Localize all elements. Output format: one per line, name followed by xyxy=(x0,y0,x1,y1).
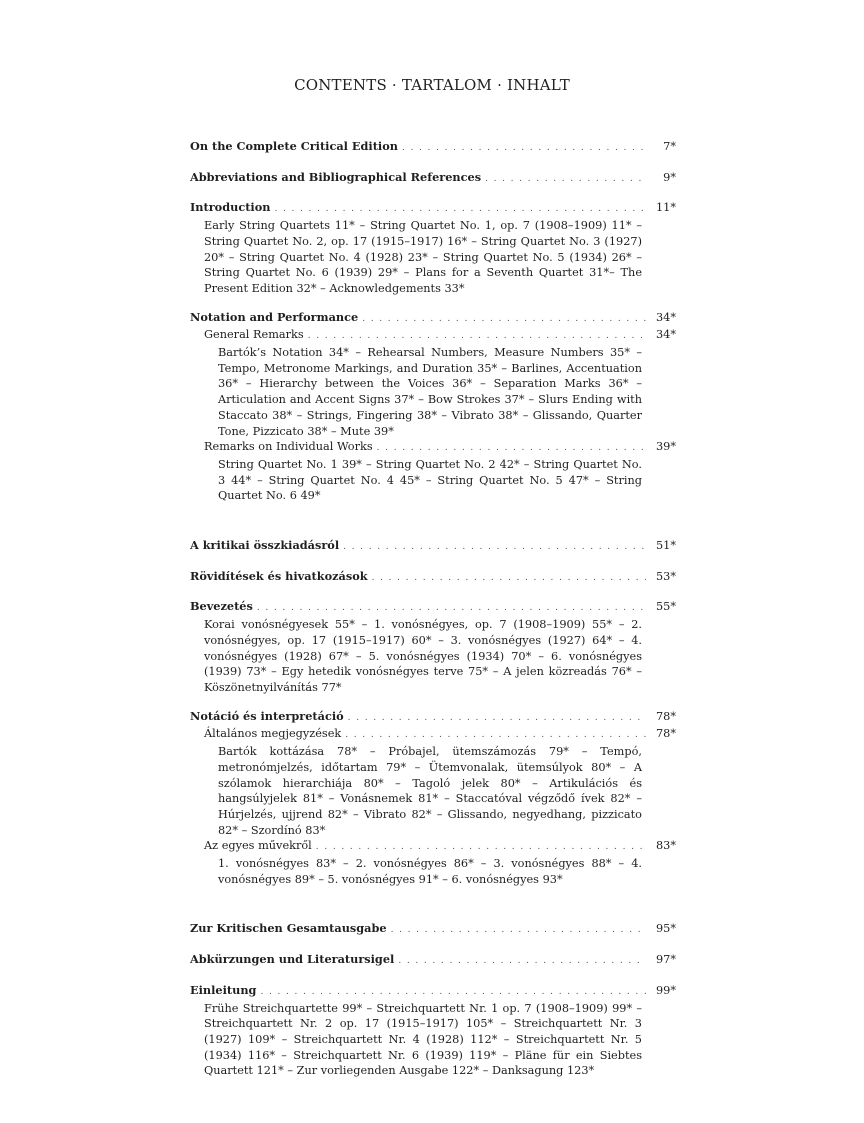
dot-leader xyxy=(485,172,646,188)
page-number: 99* xyxy=(655,983,676,997)
entry-subtopics: Early String Quartets 11* – String Quartet No. 1, op. 7 (1908–1909) 11* – String Quartet No. 2, op. 17 (1915–1917) 16* – String Quartet No. 3 (1927) 20* – String Quartet No. 4 (1928) 23* – String Quartet No. 5 (1934) 26* – String Quartet No. 6 (1939) 29* – Plans for a Seventh Quartet 31*– The Present Edition 32* – Acknowledgements 33* xyxy=(204,219,642,295)
dot-leader xyxy=(308,329,646,345)
dot-leader xyxy=(372,571,646,587)
entry-label: Remarks on Individual Works xyxy=(204,440,373,454)
toc-row[interactable] xyxy=(190,200,676,218)
page-number: 78* xyxy=(655,727,676,741)
entry-label: Általános megjegyzések xyxy=(204,727,342,741)
page-number: 34* xyxy=(655,310,676,324)
toc-subrow[interactable] xyxy=(190,439,676,457)
page-number: 53* xyxy=(655,569,676,583)
toc-entry-notation-en xyxy=(190,310,676,504)
page-number: 55* xyxy=(655,600,676,614)
toc-row[interactable] xyxy=(190,310,676,328)
entry-subtopics: 1. vonósnégyes 83* – 2. vonósnégyes 86* – 3. vonósnégyes 88* – 4. vonósnégyes 89* – 5. vonósnégyes 91* – 6. vonósnégyes 93* xyxy=(218,857,642,886)
toc-subrow[interactable] xyxy=(190,327,676,345)
dot-leader xyxy=(345,728,646,744)
page-number: 7* xyxy=(663,140,676,153)
dot-leader xyxy=(362,312,646,328)
toc-entry-introduction-de xyxy=(190,983,676,1079)
page-title: CONTENTS · TARTALOM · INHALT xyxy=(294,76,570,94)
dot-leader xyxy=(348,711,646,727)
entry-subtopics: Bartók kottázása 78* – Próbajel, ütemszámozás 79* – Tempó, metronómjelzés, időtartam 79* – Ütemvonalak, ütemsúlyok 80* – A szólamok hierarchiája 80* – Tagoló jelek 80* – Artikulációs és hangsúlyjelek 81* – Vonásnemek 81* – Staccatóval végződő ívek 82* – Húrjelzés, ujjrend 82* – Vibrato 82* – Glissando, negyedhang, pizzicato 82* – Szordínó 83* xyxy=(218,745,642,837)
table-of-contents xyxy=(190,139,676,1092)
dot-leader xyxy=(260,985,646,1001)
toc-row[interactable] xyxy=(190,538,676,556)
toc-entry-complete-edition-en xyxy=(190,139,676,157)
entry-label: Abbreviations and Bibliographical References xyxy=(190,169,482,184)
page-number: 78* xyxy=(655,709,676,723)
toc-entry-abbreviations-de xyxy=(190,952,676,970)
page-number: 95* xyxy=(655,922,676,936)
toc-row[interactable] xyxy=(190,569,676,587)
toc-row[interactable] xyxy=(190,983,676,1001)
toc-entry-abbreviations-hu xyxy=(190,569,676,587)
page-number: 97* xyxy=(655,953,676,967)
entry-subtopics: Bartók’s Notation 34* – Rehearsal Numbers, Measure Numbers 35* – Tempo, Metronome Markings, and Duration 35* – Barlines, Accentuation 36* – Hierarchy between the Voices 36* – Separation Marks 36* – Articulation and Accent Signs 37* – Bow Strokes 37* – Slurs Ending with Staccato 38* – Strings, Fingering 38* – Vibrato 38* – Glissando, Quarter Tone, Pizzicato 38* – Mute 39* xyxy=(218,346,642,438)
toc-row[interactable] xyxy=(190,709,676,727)
page-number: 9* xyxy=(663,170,676,184)
entry-subtopics: String Quartet No. 1 39* – String Quartet No. 2 42* – String Quartet No. 3 44* – String Quartet No. 4 45* – String Quartet No. 5 47* – String Quartet No. 6 49* xyxy=(218,457,642,503)
page-number: 51* xyxy=(655,539,676,553)
toc-subrow[interactable] xyxy=(190,726,676,744)
entry-label: Notation and Performance xyxy=(190,309,359,324)
toc-subrow[interactable] xyxy=(190,838,676,856)
dot-leader xyxy=(377,441,646,457)
dot-leader xyxy=(343,540,646,556)
entry-subtopics: Korai vonósnégyesek 55* – 1. vonósnégyes, op. 7 (1908–1909) 55* – 2. vonósnégyes, op. 17 (1915–1917) 60* – 3. vonósnégyes (1927) 64* – 4. vonósnégyes (1928) 67* – 5. vonósnégyes (1934) 70* – 6. vonósnégyes (1939) 73* – Egy hetedik vonósnégyes terve 75* – A jelen közreadás 76* – Köszönetnyilvánítás 77* xyxy=(204,618,642,694)
entry-label: On the Complete Critical Edition xyxy=(190,139,398,153)
page-number: 11* xyxy=(655,201,676,215)
dot-leader xyxy=(398,954,646,970)
toc-entry-complete-edition-hu xyxy=(190,538,676,556)
entry-label: Zur Kritischen Gesamtausgabe xyxy=(190,921,387,936)
toc-row[interactable] xyxy=(190,921,676,939)
dot-leader xyxy=(391,923,646,939)
entry-label: Notáció és interpretáció xyxy=(190,708,344,723)
dot-leader xyxy=(257,601,646,617)
entry-label: Bevezetés xyxy=(190,599,253,614)
entry-label: Rövidítések és hivatkozások xyxy=(190,568,368,583)
toc-row[interactable] xyxy=(190,952,676,970)
toc-row[interactable] xyxy=(190,139,676,157)
entry-label: Az egyes művekről xyxy=(204,839,312,853)
page-number: 34* xyxy=(655,328,676,342)
entry-label: General Remarks xyxy=(204,328,304,342)
entry-subtopics: Frühe Streichquartette 99* – Streichquartett Nr. 1 op. 7 (1908–1909) 99* – Streichquartett Nr. 2 op. 17 (1915–1917) 105* – Streichquartett Nr. 3 (1927) 109* – Streichquartett Nr. 4 (1928) 112* – Streichquartett Nr. 5 (1934) 116* – Streichquartett Nr. 6 (1939) 119* – Pläne für ein Siebtes Quartett 121* – Zur vorliegenden Ausgabe 122* – Danksagung 123* xyxy=(204,1001,642,1078)
toc-entry-complete-edition-de xyxy=(190,921,676,939)
entry-label: A kritikai összkiadásról xyxy=(190,538,340,553)
entry-label: Einleitung xyxy=(190,982,257,997)
toc-entry-notation-hu xyxy=(190,709,676,888)
page-number: 39* xyxy=(655,440,676,454)
page-number: 83* xyxy=(655,839,676,853)
dot-leader xyxy=(316,840,646,856)
toc-entry-introduction-en xyxy=(190,200,676,296)
dot-leader xyxy=(402,141,646,157)
entry-label: Abkürzungen und Literatursigel xyxy=(190,952,395,967)
toc-row[interactable] xyxy=(190,170,676,188)
toc-row[interactable] xyxy=(190,599,676,617)
entry-label: Introduction xyxy=(190,200,271,215)
dot-leader xyxy=(274,202,646,218)
toc-entry-abbreviations-en xyxy=(190,170,676,188)
toc-entry-introduction-hu xyxy=(190,599,676,695)
